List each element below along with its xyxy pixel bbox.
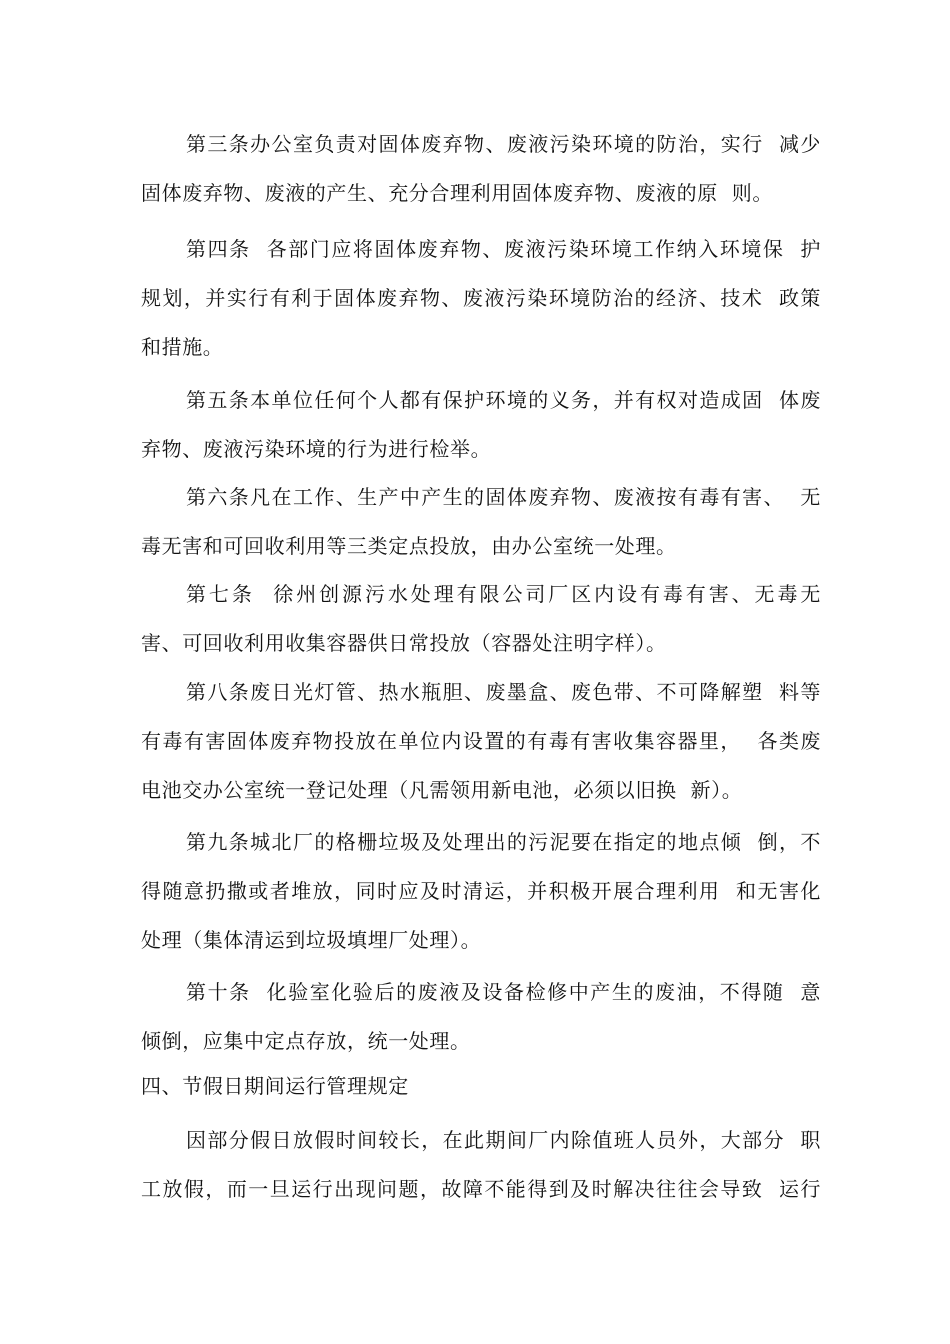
article-9-line-1: 第九条城北厂的格栅垃圾及处理出的污泥要在指定的地点倾 倒，不	[186, 830, 821, 854]
article-10-line-2: 倾倒，应集中定点存放，统一处理。	[141, 1029, 471, 1053]
article-7-line-1: 第七条 徐州创源污水处理有限公司厂区内设有毒有害、无毒无	[186, 582, 821, 606]
holiday-para-line-2: 工放假，而一旦运行出现问题，故障不能得到及时解决往往会导致 运行	[141, 1177, 821, 1201]
article-9-line-3: 处理（集体清运到垃圾填埋厂处理）。	[141, 928, 482, 952]
article-4-line-2: 规划，并实行有利于固体废弃物、废液污染环境防治的经济、技术 政策	[141, 286, 821, 310]
section-heading: 四、节假日期间运行管理规定	[141, 1074, 409, 1098]
article-10-line-1: 第十条 化验室化验后的废液及设备检修中产生的废油，不得随 意	[186, 980, 821, 1004]
holiday-para-line-1: 因部分假日放假时间较长，在此期间厂内除值班人员外，大部分 职	[186, 1128, 821, 1152]
article-3-line-2: 固体废弃物、废液的产生、充分合理利用固体废弃物、废液的原 则。	[141, 181, 773, 205]
article-8-line-2: 有毒有害固体废弃物投放在单位内设置的有毒有害收集容器里， 各类废	[141, 729, 821, 753]
article-8-line-3: 电池交办公室统一登记处理（凡需领用新电池，必须以旧换 新）。	[141, 778, 743, 802]
article-9-line-2: 得随意扔撒或者堆放，同时应及时清运，并积极开展合理利用 和无害化	[141, 879, 821, 903]
article-8-line-1: 第八条废日光灯管、热水瓶胆、废墨盒、废色带、不可降解塑 料等	[186, 680, 821, 704]
article-7-line-2: 害、可回收利用收集容器供日常投放（容器处注明字样）。	[141, 631, 667, 655]
article-3-line-1: 第三条办公室负责对固体废弃物、废液污染环境的防治，实行 减少	[186, 132, 821, 156]
article-5-line-1: 第五条本单位任何个人都有保护环境的义务，并有权对造成固 体废	[186, 388, 821, 412]
article-6-line-1: 第六条凡在工作、生产中产生的固体废弃物、废液按有毒有害、 无	[186, 485, 821, 509]
article-4-line-3: 和措施。	[141, 335, 224, 359]
article-4-line-1: 第四条 各部门应将固体废弃物、废液污染环境工作纳入环境保 护	[186, 237, 821, 261]
article-6-line-2: 毒无害和可回收利用等三类定点投放，由办公室统一处理。	[141, 534, 677, 558]
article-5-line-2: 弃物、废液污染环境的行为进行检举。	[141, 437, 492, 461]
